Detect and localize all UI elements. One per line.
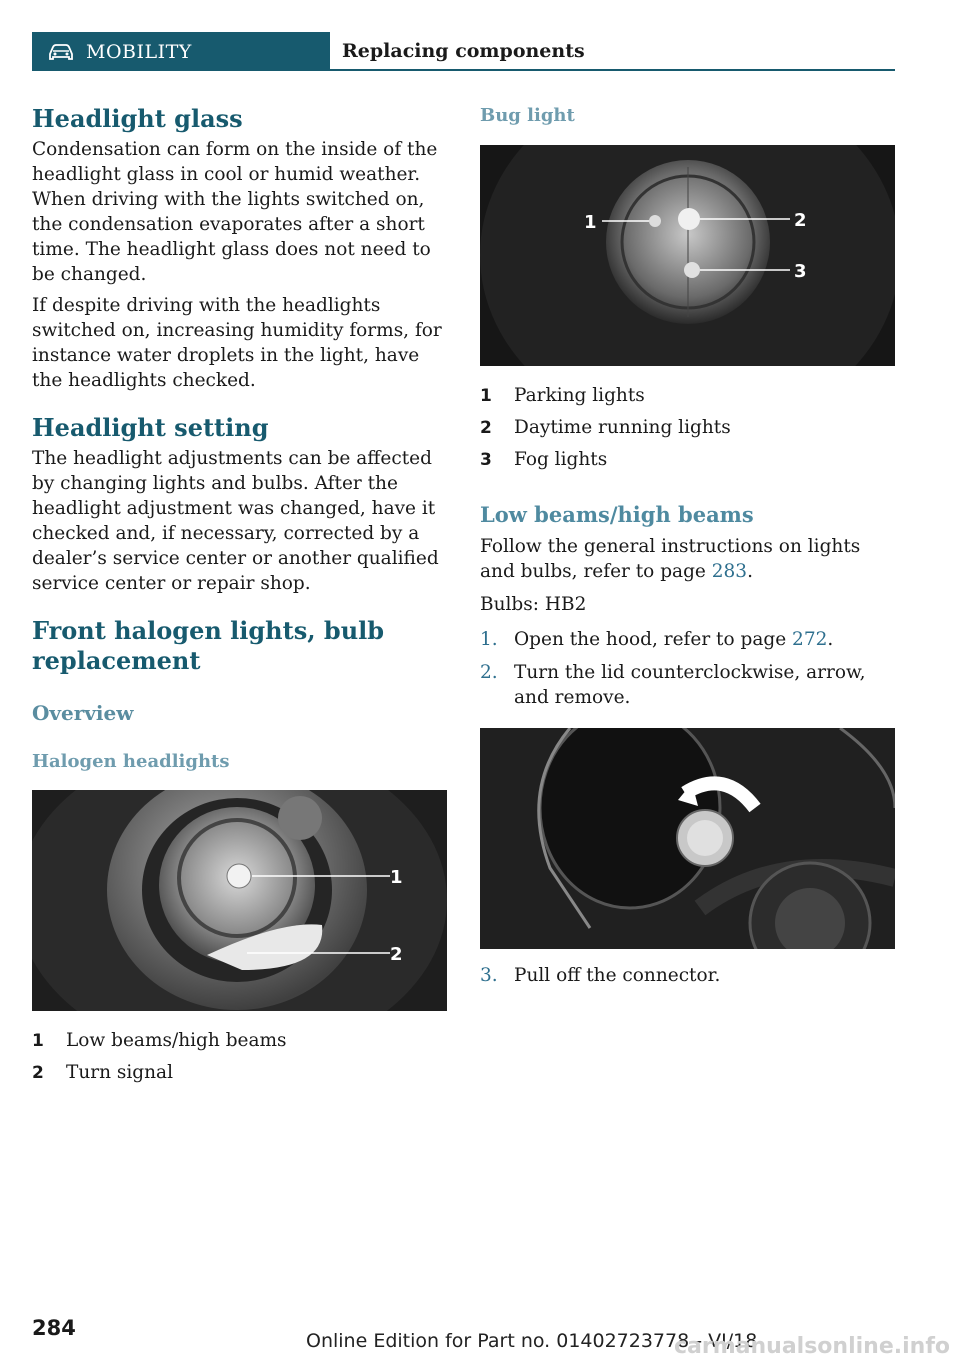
steps-list bbox=[480, 627, 895, 710]
page-header bbox=[32, 32, 895, 71]
callout-1: 1 bbox=[390, 867, 403, 888]
step-text-end: . bbox=[827, 629, 834, 650]
headlight-setting-heading: Headlight setting bbox=[32, 413, 269, 442]
headlight-glass-heading: Headlight glass bbox=[32, 104, 243, 133]
step-item bbox=[480, 660, 895, 710]
low-beams-intro bbox=[480, 534, 895, 584]
callout-2: 2 bbox=[794, 210, 807, 231]
callout-3: 3 bbox=[794, 261, 807, 282]
left-column bbox=[32, 104, 447, 1089]
header-rule bbox=[330, 69, 895, 71]
section-label: MOBILITY bbox=[86, 40, 192, 63]
legend-item bbox=[480, 380, 895, 412]
legend-number: 2 bbox=[32, 1063, 44, 1083]
halogen-legend bbox=[32, 1025, 447, 1089]
legend-number: 1 bbox=[480, 386, 492, 406]
bug-light-heading: Bug light bbox=[480, 105, 575, 126]
page-number: 284 bbox=[32, 1316, 76, 1340]
edition-line: Online Edition for Part no. 01402723778 - VI/18 bbox=[306, 1330, 758, 1352]
legend-label: Turn signal bbox=[66, 1062, 174, 1083]
page-link-283[interactable]: 283 bbox=[711, 561, 748, 582]
headlight-setting-paragraph: The headlight adjustments can be affected by changing lights and bulbs. After the headlight adjustment was changed, have it checked and, if necessary, corrected by a dealer’s service center or another qualified service center or repair shop. bbox=[32, 448, 439, 594]
legend-number: 2 bbox=[480, 418, 492, 438]
headlight-glass-paragraph-2: If despite driving with the headlights switched on, increasing humidity forms, for instance water droplets in the light, have the headlights checked. bbox=[32, 295, 442, 391]
bulbs-spec: Bulbs: HB2 bbox=[480, 594, 587, 615]
legend-number: 1 bbox=[32, 1031, 44, 1051]
watermark: carmanualsonline.info bbox=[674, 1334, 950, 1359]
section-tab bbox=[32, 32, 330, 71]
topic-label: Replacing components bbox=[342, 40, 585, 62]
page-link-272[interactable]: 272 bbox=[792, 629, 828, 650]
front-halogen-heading: Front halogen lights, bulb replacement bbox=[32, 616, 385, 675]
legend-label: Low beams/high beams bbox=[66, 1030, 287, 1051]
legend-item bbox=[32, 1057, 447, 1089]
legend-label: Fog lights bbox=[514, 449, 608, 470]
step-text-body: Open the hood, refer to page bbox=[514, 629, 793, 650]
legend-item bbox=[480, 444, 895, 476]
intro-text: Follow the general instructions on lights and bulbs, refer to page bbox=[480, 536, 861, 582]
legend-label: Daytime running lights bbox=[514, 417, 731, 438]
intro-end: . bbox=[747, 561, 753, 582]
step-item bbox=[480, 627, 895, 652]
legend-item bbox=[32, 1025, 447, 1057]
step-text: Turn the lid counterclockwise, arrow, and remove. bbox=[514, 662, 866, 708]
halogen-headlight-figure bbox=[32, 790, 447, 1011]
step-text: Pull off the connector. bbox=[514, 965, 721, 986]
headlight-glass-paragraph-1: Condensation can form on the inside of the headlight glass in cool or humid weather. When driving with the lights switched on, the condensation evaporates after a short time. The headlight glass does not need to be changed. bbox=[32, 139, 438, 285]
step-number: 2. bbox=[480, 662, 498, 683]
step-number: 1. bbox=[480, 629, 498, 650]
callout-2: 2 bbox=[390, 944, 403, 965]
bug-light-legend bbox=[480, 380, 895, 476]
halogen-headlights-heading: Halogen headlights bbox=[32, 751, 230, 772]
car-front-icon bbox=[46, 42, 76, 62]
step-number: 3. bbox=[480, 965, 498, 986]
low-beams-heading: Low beams/high beams bbox=[480, 502, 754, 527]
bug-light-figure bbox=[480, 145, 895, 366]
bulb-lid-figure bbox=[480, 728, 895, 949]
step-text bbox=[514, 627, 833, 652]
callout-1: 1 bbox=[584, 212, 597, 233]
legend-item bbox=[480, 412, 895, 444]
legend-number: 3 bbox=[480, 450, 492, 470]
step-item bbox=[480, 963, 895, 988]
right-column bbox=[480, 104, 895, 996]
overview-heading: Overview bbox=[32, 701, 134, 725]
legend-label: Parking lights bbox=[514, 385, 645, 406]
steps-list-continued bbox=[480, 963, 895, 988]
